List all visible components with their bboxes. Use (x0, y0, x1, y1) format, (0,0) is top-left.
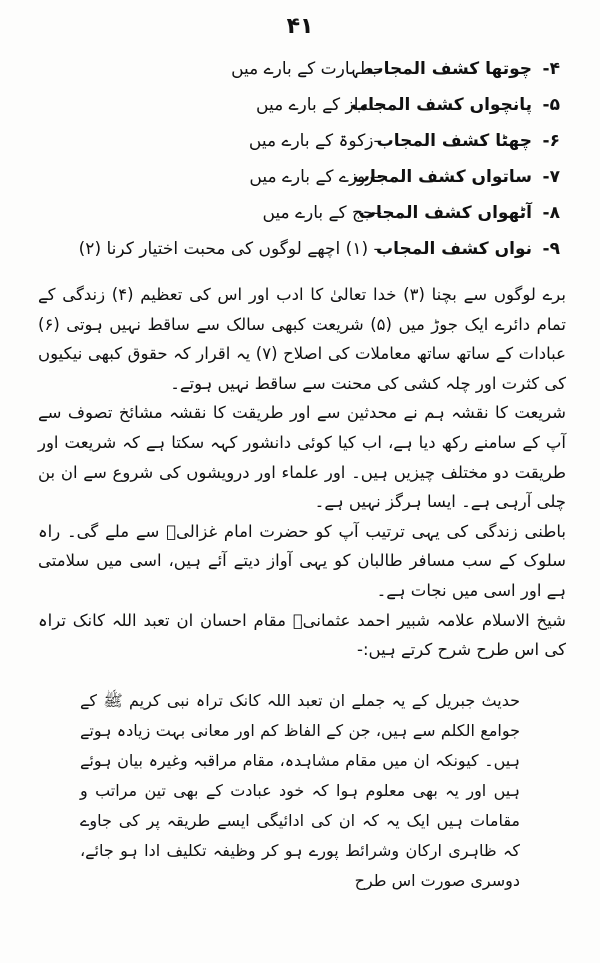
list-item (45, 238, 560, 274)
list-item (45, 130, 560, 166)
item-topic: –حج کے بارے میں (262, 203, 382, 223)
item-title: نواں کشف المجاب (376, 239, 532, 259)
item-title: چوتھا کشف المجاب (366, 59, 532, 79)
item-topic: – (۱) اچھے لوگوں کی محبت اختیار کرنا (۲) (78, 239, 382, 259)
body-text (38, 280, 566, 665)
list-item (45, 94, 560, 130)
item-title: ساتواں کشف المجاب (352, 167, 532, 187)
page-number: ۴۱ (286, 14, 314, 39)
paragraph: شیخ الاسلام علامہ شبیر احمد عثمانیؒ مقام احسان ان تعبد اللہ کانک تراہ کی اس طرح شرح کرتے ہیں:- (38, 610, 566, 660)
item-number: ۴- (542, 59, 560, 79)
item-number: ۹- (542, 239, 560, 259)
item-topic: –طہارت کے بارے میں (231, 59, 382, 79)
item-number: ۸- (542, 203, 560, 223)
paragraph: باطنی زندگی کی یہی ترتیب آپ کو حضرت امام غزالیؒ سے ملے گی۔ راہ سلوک کے سب مسافر طالبان کو یہی آواز دیتے آئے ہیں، اسی میں سلامتی ہے اور اسی میں نجات ہے۔ (38, 521, 566, 600)
item-title: پانچواں کشف المجاب (351, 95, 532, 115)
chapter-list (45, 58, 560, 274)
item-number: ۶- (542, 131, 560, 151)
list-item (45, 58, 560, 94)
item-topic: –روزے کے بارے میں (249, 167, 382, 187)
item-topic: –نماز کے بارے میں (256, 95, 382, 115)
item-title: آٹھواں کشف المجاب (358, 203, 532, 223)
list-item (45, 166, 560, 202)
item-topic: –زکوۃ کے بارے میں (248, 131, 382, 151)
item-number: ۷- (542, 167, 560, 187)
item-number: ۵- (542, 95, 560, 115)
list-item (45, 202, 560, 238)
block-quote (80, 686, 520, 896)
quote-text: حدیث جبریل کے یہ جملے ان تعبد اللہ کانک تراہ نبی کریم ﷺ کے جوامع الکلم سے ہیں، جن کے الفاظ کم اور معانی بہت زیادہ ہوتے ہیں۔ کیونکہ ان میں مقام مشاہدہ، مقام مراقبہ وغیرہ بیان ہوئے ہیں اور یہ بھی معلوم ہوا کہ خود عبادت کے بھی تین مراتب و مقامات ہیں ایک یہ کہ ان کی ادائیگی ایسے طریقہ پر کی جاوے کہ ظاہری ارکان وشرائط پورے ہو کر وظیفہ تکلیف ادا ہو جائے، دوسری صورت اس طرح (80, 691, 520, 890)
paragraph: برے لوگوں سے بچنا (۳) خدا تعالیٰ کا ادب اور اس کی تعظیم (۴) زندگی کے تمام دائرے ایک جوڑ میں (۵) شریعت کبھی سالک سے ساقط نہیں ہوتی (۶) عبادات کے ساتھ ساتھ معاملات کی اصلاح (۷) یہ اقرار کہ حقوق کبھی نیکیوں کی کثرت اور چلہ کشی کی محنت سے ساقط نہیں ہوتے۔ (38, 285, 566, 393)
item-title: چھٹا کشف المجاب (376, 131, 532, 151)
paragraph: شریعت کا نقشہ ہم نے محدثین سے اور طریقت کا نقشہ مشائخ تصوف سے آپ کے سامنے رکھ دیا ہے، اب کیا کوئی دانشور کہہ سکتا ہے کہ شریعت اور طریقت دو مختلف چیزیں ہیں۔ اور علماء اور درویشوں کی شروع سے ان بن چلی آرہی ہے۔ ایسا ہرگز نہیں ہے۔ (38, 403, 566, 512)
